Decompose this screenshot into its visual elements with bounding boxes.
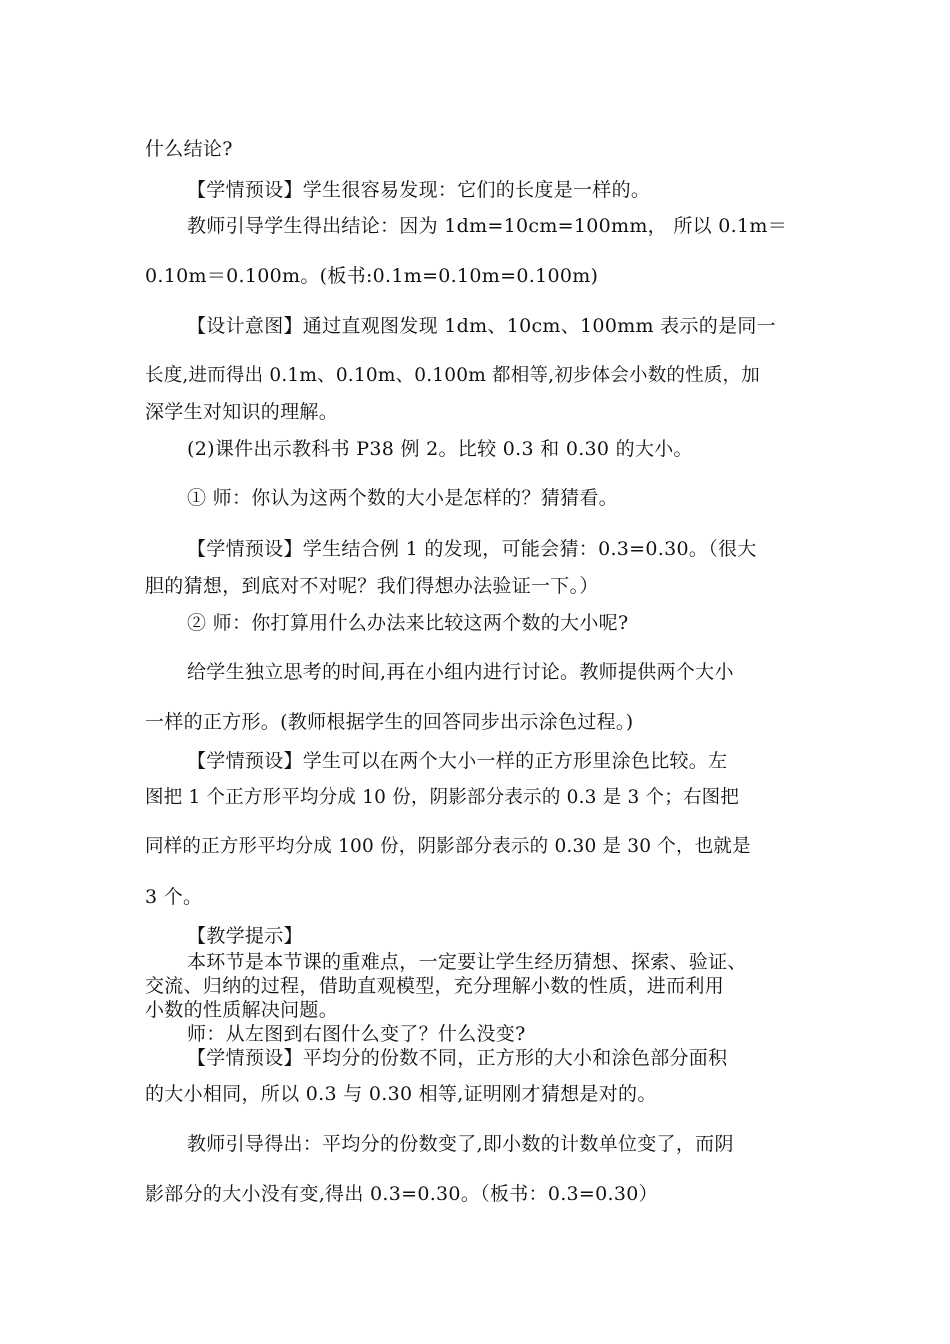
- text-line-3: 教师引导学生得出结论：因为 1dm=10cm=100mm， 所以 0.1m＝: [187, 215, 787, 237]
- text-line-6: 长度,进而得出 0.1m、0.10m、0.100m 都相等,初步体会小数的性质，加: [145, 365, 760, 386]
- text-line-27: 影部分的大小没有变,得出 0.3=0.30。（板书：0.3=0.30）: [145, 1183, 658, 1205]
- text-line-20: 本环节是本节课的重难点，一定要让学生经历猜想、探索、验证、: [187, 951, 747, 973]
- text-line-21: 交流、归纳的过程，借助直观模型，充分理解小数的性质，进而利用: [145, 975, 725, 997]
- text-line-17: 同样的正方形平均分成 100 份，阴影部分表示的 0.30 是 30 个，也就是: [145, 836, 751, 857]
- text-line-16: 图把 1 个正方形平均分成 10 份，阴影部分表示的 0.3 是 3 个；右图把: [145, 787, 740, 808]
- text-line-1: 什么结论?: [145, 138, 233, 160]
- text-line-2: 【学情预设】学生很容易发现：它们的长度是一样的。: [187, 179, 651, 201]
- text-line-8: (2)课件出示教科书 P38 例 2。比较 0.3 和 0.30 的大小。: [187, 438, 693, 460]
- text-line-22: 小数的性质解决问题。: [145, 999, 339, 1021]
- text-line-15: 【学情预设】学生可以在两个大小一样的正方形里涂色比较。左: [187, 750, 728, 772]
- text-line-19: 【教学提示】: [187, 925, 303, 947]
- text-line-4: 0.10m＝0.100m。(板书:0.1m=0.10m=0.100m): [145, 265, 599, 287]
- text-line-14: 一样的正方形。(教师根据学生的回答同步出示涂色过程。): [145, 711, 634, 733]
- text-line-23: 师：从左图到右图什么变了？什么没变?: [187, 1023, 526, 1045]
- text-line-25: 的大小相同，所以 0.3 与 0.30 相等,证明刚才猜想是对的。: [145, 1083, 657, 1105]
- text-line-26: 教师引导得出：平均分的份数变了,即小数的计数单位变了，而阴: [187, 1133, 734, 1155]
- text-line-9: ① 师：你认为这两个数的大小是怎样的？猜猜看。: [187, 487, 618, 509]
- text-line-13: 给学生独立思考的时间,再在小组内进行讨论。教师提供两个大小: [187, 661, 734, 683]
- text-line-7: 深学生对知识的理解。: [145, 401, 339, 423]
- text-line-10: 【学情预设】学生结合例 1 的发现，可能会猜：0.3=0.30。（很大: [187, 538, 757, 560]
- text-line-11: 胆的猜想，到底对不对呢？我们得想办法验证一下。）: [145, 575, 599, 597]
- text-line-12: ② 师：你打算用什么办法来比较这两个数的大小呢?: [187, 612, 629, 634]
- text-line-18: 3 个。: [145, 886, 203, 908]
- text-line-5: 【设计意图】通过直观图发现 1dm、10cm、100mm 表示的是同一: [187, 315, 776, 337]
- text-line-24: 【学情预设】平均分的份数不同，正方形的大小和涂色部分面积: [187, 1047, 728, 1069]
